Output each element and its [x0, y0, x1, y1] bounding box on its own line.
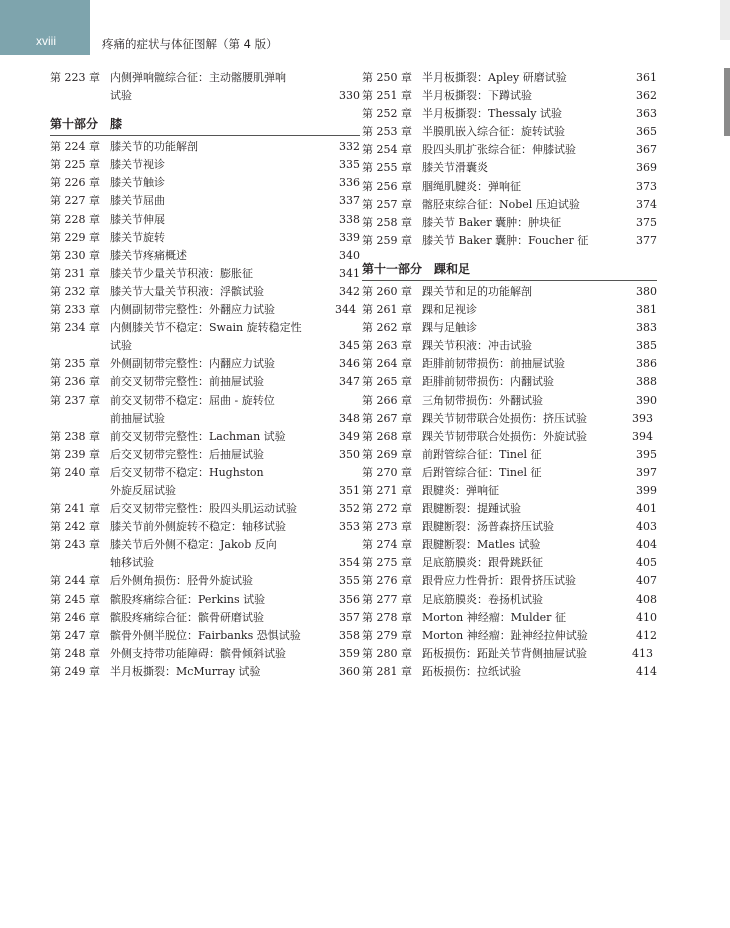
chapter-title: 外侧副韧带完整性：内翻应力试验: [110, 357, 275, 371]
chapter-number: 第 269 章: [362, 447, 412, 461]
toc-entry: [50, 355, 360, 373]
chapter-number: 第 226 章: [50, 176, 100, 190]
toc-entry: [362, 283, 657, 301]
toc-entry: [50, 265, 360, 283]
page-number: 388: [636, 375, 657, 389]
chapter-title: 跖板损伤：拉纸试验: [422, 664, 521, 678]
chapter-title: 膝关节触诊: [110, 176, 165, 190]
chapter-title: 半月板撕裂：Thessaly 试验: [422, 107, 563, 121]
chapter-number: 第 258 章: [362, 215, 412, 229]
page-number: 359: [339, 646, 360, 660]
chapter-number: 第 236 章: [50, 375, 100, 389]
page-number: 375: [636, 215, 657, 229]
chapter-number: 第 253 章: [362, 125, 412, 139]
toc-entries: [50, 138, 360, 681]
chapter-title-continuation: 前抽屉试验: [110, 411, 165, 425]
toc-entry: [362, 355, 657, 373]
chapter-title: Morton 神经瘤：趾神经拉伸试验: [422, 628, 588, 642]
chapter-title: 三角韧带损伤：外翻试验: [422, 393, 543, 407]
toc-entry: [362, 536, 657, 554]
toc-entry: [50, 373, 360, 391]
thumb-index-mark: [724, 68, 730, 136]
page-number: 354: [339, 556, 360, 570]
chapter-number: 第 254 章: [362, 143, 412, 157]
chapter-number: 第 280 章: [362, 646, 412, 660]
chapter-title: 跖板损伤：跖趾关节背侧抽屉试验: [422, 646, 587, 660]
chapter-number: 第 243 章: [50, 538, 100, 552]
chapter-title: 膝关节旋转: [110, 230, 165, 244]
chapter-number: 第 270 章: [362, 465, 412, 479]
chapter-title: Morton 神经瘤：Mulder 征: [422, 610, 566, 624]
chapter-number: 第 277 章: [362, 592, 412, 606]
chapter-title: 膝关节滑囊炎: [422, 161, 488, 175]
chapter-number: 第 265 章: [362, 375, 412, 389]
toc-entry: [50, 174, 360, 192]
section-rule: [50, 135, 360, 136]
toc-entry: [50, 591, 360, 609]
toc-entry: [362, 609, 657, 627]
chapter-title: 跟腱断裂：提踵试验: [422, 502, 521, 516]
chapter-title: 髌股疼痛综合征：Perkins 试验: [110, 592, 266, 606]
chapter-number: 第 273 章: [362, 520, 412, 534]
chapter-number: 第 249 章: [50, 664, 100, 678]
toc-entry: [50, 627, 360, 645]
section-heading: [362, 255, 657, 283]
page-number: xviii: [36, 34, 56, 48]
page-number: 355: [339, 574, 360, 588]
toc-entry: [362, 428, 657, 446]
chapter-number: 第 279 章: [362, 628, 412, 642]
toc-entry: [50, 536, 360, 554]
section-heading: [50, 110, 360, 138]
page-number: 362: [636, 89, 657, 103]
toc-entry: [50, 609, 360, 627]
toc-entry: [362, 392, 657, 410]
page-number: 377: [636, 233, 657, 247]
chapter-title: 膝关节伸展: [110, 212, 165, 226]
page-number: 365: [636, 125, 657, 139]
chapter-number: 第 255 章: [362, 161, 412, 175]
chapter-number: 第 233 章: [50, 303, 100, 317]
chapter-title: 膝关节疼痛概述: [110, 248, 187, 262]
chapter-title: 距腓前韧带损伤：内翻试验: [422, 375, 554, 389]
page-number: 413: [632, 646, 653, 660]
chapter-number: 第 267 章: [362, 411, 412, 425]
toc-entry: [362, 69, 657, 87]
page-number: 350: [339, 447, 360, 461]
chapter-title: 踝关节韧带联合处损伤：挤压试验: [422, 411, 587, 425]
chapter-number: 第 266 章: [362, 393, 412, 407]
chapter-title: 足底筋膜炎：跟骨跳跃征: [422, 556, 543, 570]
toc-entry: [362, 500, 657, 518]
chapter-title: 距腓前韧带损伤：前抽屉试验: [422, 357, 565, 371]
chapter-title: 前交叉韧带完整性：前抽屉试验: [110, 375, 264, 389]
chapter-title-continuation: 轴移试验: [110, 556, 154, 570]
chapter-title: 膝关节视诊: [110, 158, 165, 172]
chapter-number: 第 264 章: [362, 357, 412, 371]
chapter-title: 膝关节前外侧旋转不稳定：轴移试验: [110, 520, 286, 534]
page-number: 358: [339, 628, 360, 642]
page-number: 395: [636, 447, 657, 461]
page-number: 332: [339, 140, 360, 154]
chapter-number: 第 241 章: [50, 502, 100, 516]
chapter-title: 后交叉韧带完整性：股四头肌运动试验: [110, 502, 297, 516]
chapter-title-continuation: 试验: [110, 89, 132, 103]
page-number: 390: [636, 393, 657, 407]
chapter-title: 膝关节少量关节积液：膨胀征: [110, 266, 253, 280]
chapter-number: 第 242 章: [50, 520, 100, 534]
chapter-number: 第 274 章: [362, 538, 412, 552]
chapter-number: 第 239 章: [50, 447, 100, 461]
chapter-number: 第 272 章: [362, 502, 412, 516]
chapter-title: 前交叉韧带不稳定：屈曲 - 旋转位: [110, 393, 275, 407]
chapter-title: 膝关节屈曲: [110, 194, 165, 208]
chapter-number: 第 261 章: [362, 303, 412, 317]
chapter-number: 第 244 章: [50, 574, 100, 588]
page-number: 341: [339, 266, 360, 280]
toc-entry: [50, 247, 360, 265]
chapter-title: 内侧副韧带完整性：外翻应力试验: [110, 303, 275, 317]
chapter-number: 第 281 章: [362, 664, 412, 678]
toc-entry: [50, 645, 360, 663]
page-number: 381: [636, 303, 657, 317]
toc-entry: [362, 301, 657, 319]
page-number: 408: [636, 592, 657, 606]
page-number: 404: [636, 538, 657, 552]
chapter-number: 第 262 章: [362, 321, 412, 335]
chapter-title: 半膜肌嵌入综合征：旋转试验: [422, 125, 565, 139]
chapter-title: 后交叉韧带不稳定：Hughston: [110, 465, 264, 479]
toc-entry: [362, 591, 657, 609]
toc-entry: [362, 196, 657, 214]
toc-left-column: [50, 69, 360, 681]
chapter-title: 腘绳肌腱炎：弹响征: [422, 179, 521, 193]
page-number: 330: [339, 89, 360, 103]
chapter-title: 外侧支持带功能障碍：髌骨倾斜试验: [110, 646, 286, 660]
chapter-number: 第 271 章: [362, 483, 412, 497]
page-number: 380: [636, 284, 657, 298]
toc-entry: [50, 319, 360, 337]
chapter-number: 第 223 章: [50, 71, 100, 84]
toc-entry: [362, 572, 657, 590]
chapter-title: 半月板撕裂：下蹲试验: [422, 89, 532, 103]
toc-entry: [50, 301, 360, 319]
page-number: 405: [636, 556, 657, 570]
chapter-number: 第 227 章: [50, 194, 100, 208]
page-number: 349: [339, 429, 360, 443]
page-number: 342: [339, 284, 360, 298]
toc-entry: [362, 232, 657, 250]
toc-entry: [50, 156, 360, 174]
toc-lead-entries: [50, 69, 360, 105]
chapter-title: 膝关节后外侧不稳定：Jakob 反向: [110, 538, 277, 552]
section-title: 第十部分 膝: [50, 117, 123, 132]
chapter-number: 第 251 章: [362, 89, 412, 103]
page-number: 374: [636, 197, 657, 211]
toc-entry: [362, 159, 657, 177]
page-number: 338: [339, 212, 360, 226]
chapter-number: 第 248 章: [50, 646, 100, 660]
toc-entry: [50, 283, 360, 301]
page-number: 345: [339, 339, 360, 353]
toc-entry: [362, 123, 657, 141]
chapter-number: 第 257 章: [362, 197, 412, 211]
chapter-number: 第 247 章: [50, 628, 100, 642]
page-number: 393: [632, 411, 653, 425]
page-number: 414: [636, 664, 657, 678]
page-number: 373: [636, 179, 657, 193]
page-number: 386: [636, 357, 657, 371]
toc-entry: [50, 572, 360, 590]
toc-entry: [50, 663, 360, 681]
chapter-title: 踝关节和足的功能解剖: [422, 284, 532, 298]
page-number: 348: [339, 411, 360, 425]
chapter-number: 第 260 章: [362, 284, 412, 298]
toc-lead-entries: [362, 69, 657, 250]
toc-entry-continuation: [50, 482, 360, 500]
page-number: 401: [636, 502, 657, 516]
chapter-title: 膝关节 Baker 囊肿：肿块征: [422, 215, 562, 229]
toc-entry: [50, 446, 360, 464]
chapter-title: 股四头肌扩张综合征：伸膝试验: [422, 143, 576, 157]
chapter-number: 第 238 章: [50, 429, 100, 443]
page-number: 394: [632, 429, 653, 443]
section-rule: [362, 280, 657, 281]
page-number: 383: [636, 321, 657, 335]
page-number: 335: [339, 158, 360, 172]
chapter-number: 第 275 章: [362, 556, 412, 570]
chapter-title: 内侧弹响髋综合征：主动髂腰肌弹响: [110, 71, 286, 84]
page-number: 339: [339, 230, 360, 244]
page-number: 385: [636, 339, 657, 353]
chapter-number: 第 229 章: [50, 230, 100, 244]
toc-entry: [362, 446, 657, 464]
chapter-title: 踝与足触诊: [422, 321, 477, 335]
chapter-number: 第 278 章: [362, 610, 412, 624]
page-edge-strip: [720, 0, 730, 40]
page-number: 340: [339, 248, 360, 262]
toc-entry: [50, 69, 360, 87]
chapter-title: 半月板撕裂：Apley 研磨试验: [422, 71, 567, 84]
chapter-title: 跟腱炎：弹响征: [422, 483, 499, 497]
page-number: 403: [636, 520, 657, 534]
toc-entry: [362, 554, 657, 572]
chapter-number: 第 232 章: [50, 284, 100, 298]
chapter-title: 髌股疼痛综合征：髌骨研磨试验: [110, 610, 264, 624]
chapter-number: 第 230 章: [50, 248, 100, 262]
chapter-number: 第 246 章: [50, 610, 100, 624]
chapter-title: 膝关节的功能解剖: [110, 140, 198, 154]
page-number: 399: [636, 483, 657, 497]
page-number: 363: [636, 107, 657, 121]
toc-entry: [362, 214, 657, 232]
chapter-title: 髂胫束综合征：Nobel 压迫试验: [422, 197, 580, 211]
page-number: 337: [339, 194, 360, 208]
chapter-title: 前交叉韧带完整性：Lachman 试验: [110, 429, 286, 443]
toc-entry: [362, 319, 657, 337]
page-number: 357: [339, 610, 360, 624]
chapter-number: 第 237 章: [50, 393, 100, 407]
toc-entry: [362, 410, 657, 428]
toc-entry: [50, 138, 360, 156]
chapter-number: 第 256 章: [362, 179, 412, 193]
page-number: 361: [636, 71, 657, 84]
chapter-number: 第 250 章: [362, 71, 412, 84]
chapter-title-continuation: 外旋反屈试验: [110, 483, 176, 497]
page-number: 353: [339, 520, 360, 534]
chapter-number: 第 224 章: [50, 140, 100, 154]
toc-entry: [362, 663, 657, 681]
chapter-title: 半月板撕裂：McMurray 试验: [110, 664, 261, 678]
toc-entry: [50, 392, 360, 410]
chapter-title: 后跗管综合征：Tinel 征: [422, 465, 542, 479]
toc-entry: [362, 627, 657, 645]
toc-entry-continuation: [50, 410, 360, 428]
chapter-number: 第 240 章: [50, 465, 100, 479]
chapter-number: 第 245 章: [50, 592, 100, 606]
toc-entry: [50, 192, 360, 210]
page-number: 352: [339, 502, 360, 516]
chapter-number: 第 231 章: [50, 266, 100, 280]
page-number: 367: [636, 143, 657, 157]
chapter-title: 跟骨应力性骨折：跟骨挤压试验: [422, 574, 576, 588]
chapter-number: 第 225 章: [50, 158, 100, 172]
chapter-number: 第 235 章: [50, 357, 100, 371]
running-title: 疼痛的症状与体征图解（第 4 版）: [102, 37, 278, 51]
page-number: 410: [636, 610, 657, 624]
page-number: 369: [636, 161, 657, 175]
toc-entry: [362, 518, 657, 536]
chapter-title: 踝关节积液：冲击试验: [422, 339, 532, 353]
chapter-number: 第 276 章: [362, 574, 412, 588]
chapter-number: 第 252 章: [362, 107, 412, 121]
toc-entries: [362, 283, 657, 681]
toc-entry: [362, 645, 657, 663]
toc-entry: [50, 518, 360, 536]
toc-entry: [362, 141, 657, 159]
chapter-title: 后外侧角损伤：胫骨外旋试验: [110, 574, 253, 588]
chapter-title: 膝关节 Baker 囊肿：Foucher 征: [422, 233, 589, 247]
chapter-title: 跟腱断裂：Matles 试验: [422, 538, 541, 552]
page-number: 397: [636, 465, 657, 479]
toc-entry: [50, 464, 360, 482]
chapter-title: 前跗管综合征：Tinel 征: [422, 447, 542, 461]
chapter-title: 足底筋膜炎：卷扬机试验: [422, 592, 543, 606]
page-number: 351: [339, 483, 360, 497]
chapter-title: 膝关节大量关节积液：浮髌试验: [110, 284, 264, 298]
toc-entry: [50, 500, 360, 518]
toc-entry-continuation: [50, 554, 360, 572]
chapter-title: 髌骨外侧半脱位：Fairbanks 恐惧试验: [110, 628, 301, 642]
page-number: 346: [339, 357, 360, 371]
toc-entry: [50, 428, 360, 446]
page-number: 412: [636, 628, 657, 642]
page-number: 356: [339, 592, 360, 606]
toc-entry: [50, 211, 360, 229]
toc-entry-continuation: [50, 337, 360, 355]
toc-entry: [362, 464, 657, 482]
toc-entry: [50, 229, 360, 247]
section-title: 第十一部分 踝和足: [362, 261, 471, 276]
chapter-title: 内侧膝关节不稳定：Swain 旋转稳定性: [110, 321, 302, 335]
toc-right-column: [362, 69, 657, 681]
toc-entry: [362, 373, 657, 391]
chapter-number: 第 268 章: [362, 429, 412, 443]
page-number: 360: [339, 664, 360, 678]
toc-entry-continuation: [50, 87, 360, 105]
chapter-title-continuation: 试验: [110, 339, 132, 353]
chapter-number: 第 259 章: [362, 233, 412, 247]
page-number: 407: [636, 574, 657, 588]
toc-entry: [362, 482, 657, 500]
toc-entry: [362, 337, 657, 355]
chapter-title: 跟腱断裂：汤普森挤压试验: [422, 520, 554, 534]
toc-entry: [362, 105, 657, 123]
chapter-number: 第 263 章: [362, 339, 412, 353]
page-number: 344: [335, 303, 356, 317]
chapter-number: 第 234 章: [50, 321, 100, 335]
chapter-title: 后交叉韧带完整性：后抽屉试验: [110, 447, 264, 461]
page-number: 347: [339, 375, 360, 389]
toc-entry: [362, 87, 657, 105]
toc-entry: [362, 178, 657, 196]
chapter-title: 踝关节韧带联合处损伤：外旋试验: [422, 429, 587, 443]
chapter-title: 踝和足视诊: [422, 303, 477, 317]
chapter-number: 第 228 章: [50, 212, 100, 226]
page-number: 336: [339, 176, 360, 190]
